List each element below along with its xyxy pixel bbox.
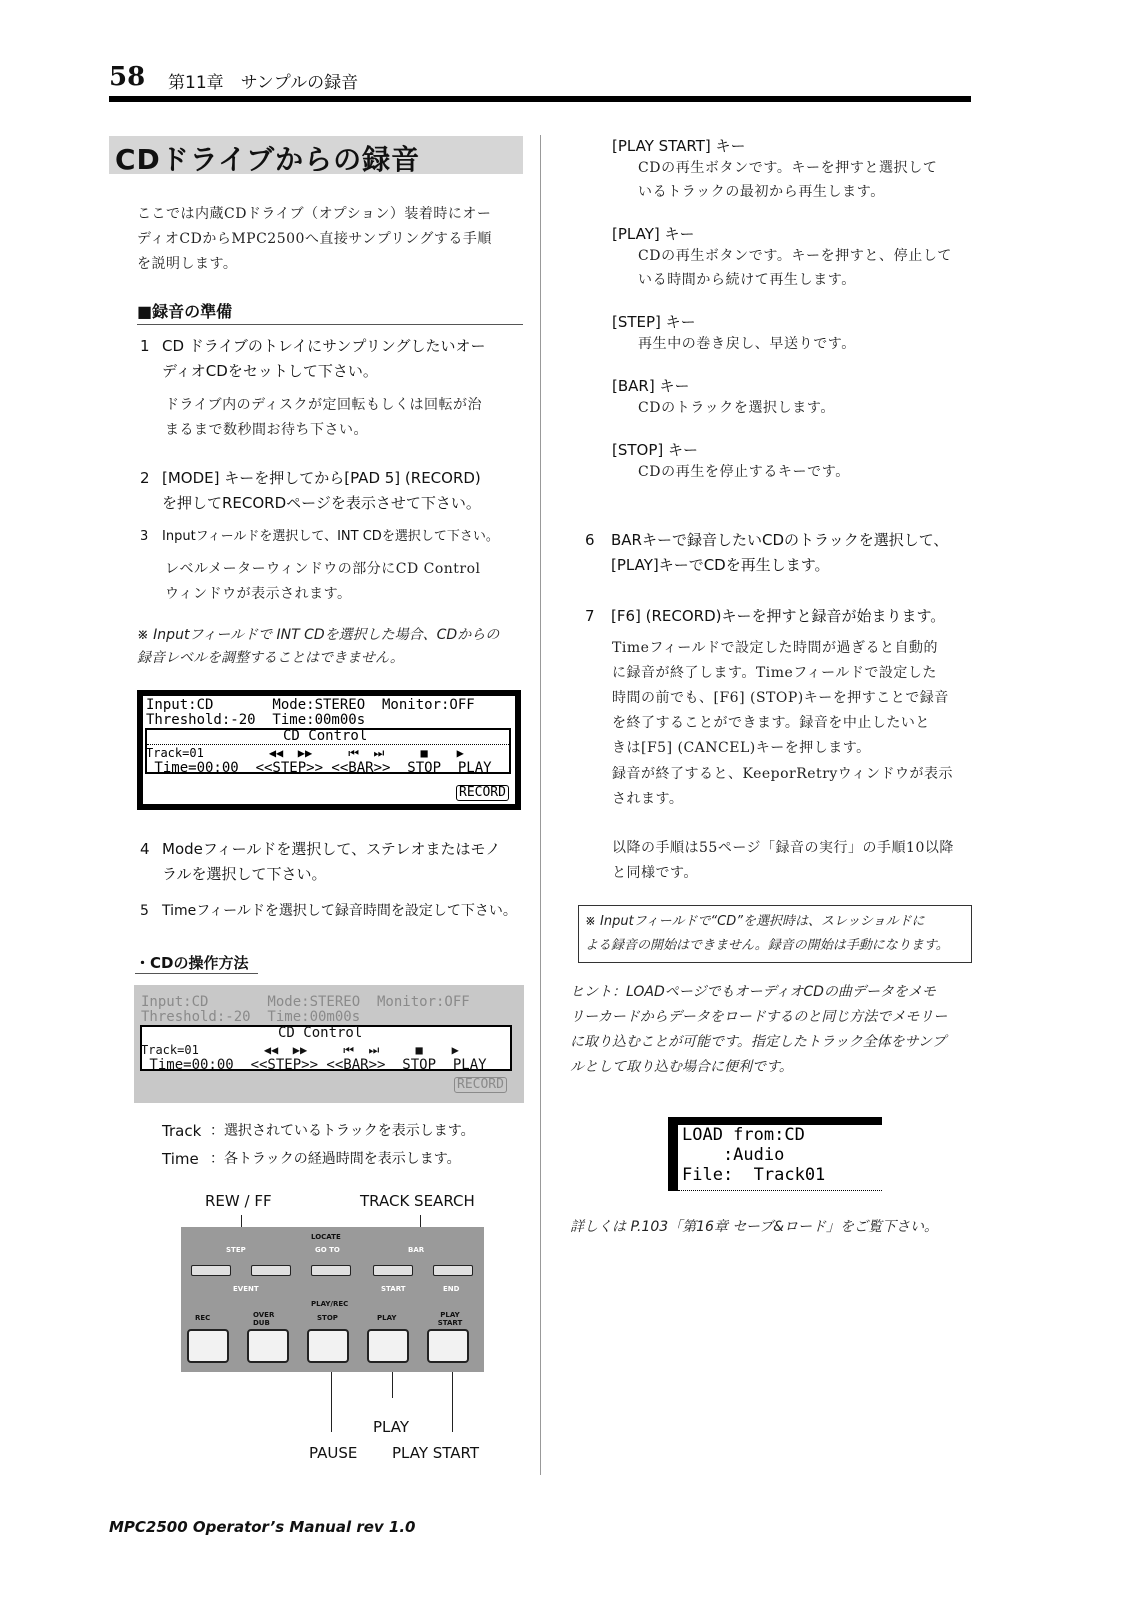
step-number: 5	[140, 903, 149, 919]
cd-control-title: CD Control	[283, 728, 368, 744]
key-item	[612, 135, 972, 199]
stop-button[interactable]	[307, 1329, 349, 1363]
locate-label: LOCATE	[311, 1233, 341, 1241]
track-desc: ：選択されているトラックを表示します。	[210, 1123, 475, 1139]
goto-button[interactable]	[311, 1265, 351, 1276]
step-line: Timeフィールドを選択して録音時間を設定して下さい。	[162, 903, 517, 919]
rew-ff-label: REW / FF	[205, 1192, 272, 1210]
rec-label: REC	[195, 1314, 211, 1322]
lcd-line: :Audio	[682, 1145, 785, 1165]
step-line: [F6] (RECORD)キーを押すと録音が始まります。	[611, 607, 946, 625]
header-rule	[109, 96, 971, 102]
time-desc: ：各トラックの経過時間を表示します。	[210, 1151, 461, 1167]
event-label: EVENT	[233, 1285, 259, 1293]
lcd-line: Input:CD Mode:STEREO Monitor:OFF	[146, 697, 475, 713]
callout-line	[452, 1372, 453, 1432]
key-desc-line: CDの再生を停止するキーです。	[638, 464, 850, 480]
key-item	[612, 415, 972, 479]
track-label: Track	[162, 1122, 202, 1140]
play-label: PLAY	[377, 1314, 397, 1322]
desc-line: に録音が終了します。Timeフィールドで設定した	[612, 665, 937, 681]
callout-line	[392, 1372, 393, 1398]
note-line: まるまで数秒間お待ち下さい。	[165, 422, 368, 438]
step-back-button[interactable]	[191, 1265, 231, 1276]
step-number: 6	[585, 531, 595, 549]
step-line: Inputフィールドを選択して、INT CDを選択して下さい。	[162, 529, 499, 544]
note-line: レベルメーターウィンドウの部分にCD Control	[165, 561, 481, 577]
key-name: [STOP] キー	[612, 441, 699, 459]
desc-line: と同様です。	[612, 865, 698, 881]
hint-line: リーカードからデータをロードするのと同じ方法でメモリー	[570, 1009, 948, 1025]
end-label: END	[443, 1285, 460, 1293]
cd-ops-heading: ・CDの操作方法	[135, 952, 258, 974]
step-label: STEP	[226, 1246, 246, 1254]
time-label: Time	[162, 1150, 199, 1168]
step-1	[140, 334, 532, 384]
bar-forward-button[interactable]	[433, 1265, 473, 1276]
lcd-record-screen	[137, 690, 521, 810]
input-warning	[137, 624, 529, 670]
lcd-line: Track=01 ◀◀ ▶▶ ⏮ ⏭ ■ ▶	[141, 1043, 459, 1057]
key-list	[612, 135, 972, 479]
step-number: 1	[140, 337, 150, 355]
step-4	[140, 837, 532, 887]
cd-control-title: CD Control	[278, 1025, 363, 1041]
key-name: [PLAY] キー	[612, 225, 695, 243]
step-number: 4	[140, 840, 150, 858]
stop-label: STOP	[317, 1314, 338, 1322]
desc-line: 時間の前でも、[F6] (STOP)キーを押すことで録音	[612, 690, 949, 706]
lcd-line: Track=01 ◀◀ ▶▶ ⏮ ⏭ ■ ▶	[146, 746, 464, 760]
step-number: 2	[140, 469, 150, 487]
desc-line: されます。	[612, 791, 684, 807]
callout-line	[331, 1372, 332, 1432]
step-line: Modeフィールドを選択して、ステレオまたはモノ	[162, 840, 501, 858]
note-line: ※ Inputフィールドで“CD”を選択時は、スレッショルドに	[585, 914, 925, 929]
hint-line: ヒント：LOADページでもオーディオCDの曲データをメモ	[570, 984, 936, 1000]
track-search-label: TRACK SEARCH	[360, 1192, 475, 1210]
step-3-note	[165, 557, 530, 607]
start-label: START	[381, 1285, 406, 1293]
desc-line: 録音が終了すると、KeeporRetryウィンドウが表示	[612, 766, 953, 782]
note-line: ドライブ内のディスクが定回転もしくは回転が治	[165, 397, 483, 413]
hint-line: に取り込むことが可能です。指定したトラック全体をサンプ	[570, 1034, 946, 1050]
play-button[interactable]	[367, 1329, 409, 1363]
lcd-line: Threshold:-20 Time:00m00s	[141, 1009, 361, 1025]
goto-label: GO TO	[315, 1246, 340, 1254]
cd-ops-legend	[162, 1117, 542, 1173]
step-number: 7	[585, 607, 595, 625]
reference-note: 詳しくは P.103「第16章 セーブ&ロード」をご覧下さい。	[570, 1219, 939, 1235]
step-5	[140, 899, 532, 924]
step-7	[585, 604, 975, 629]
key-item	[612, 351, 972, 415]
desc-line: を終了することができます。録音を中止したいと	[612, 715, 930, 731]
bar-back-button[interactable]	[373, 1265, 413, 1276]
boxed-note	[578, 905, 972, 963]
key-desc-line: いる時間から続けて再生します。	[638, 272, 856, 288]
step-7-description-2	[612, 762, 974, 812]
lcd-load-screen	[668, 1117, 882, 1191]
key-name: [BAR] キー	[612, 377, 690, 395]
key-desc-line: いるトラックの最初から再生します。	[638, 184, 885, 200]
key-name: [STEP] キー	[612, 313, 696, 331]
intro-line: を説明します。	[137, 256, 238, 272]
play-start-callout-label: PLAY START	[392, 1444, 480, 1462]
play-callout-label: PLAY	[373, 1418, 410, 1436]
key-desc-line: CDの再生ボタンです。キーを押すと選択して	[638, 160, 938, 176]
record-softkey[interactable]: RECORD	[456, 785, 509, 801]
lcd-line: Time=00:00 <<STEP>> <<BAR>> STOP PLAY	[141, 1057, 487, 1073]
warning-line: 録音レベルを調整することはできません。	[137, 650, 404, 666]
key-desc-line: 再生中の巻き戻し、早送りです。	[638, 336, 856, 352]
lcd-line: Time=00:00 <<STEP>> <<BAR>> STOP PLAY	[146, 760, 492, 776]
step-line: を押してRECORDページを表示させて下さい。	[162, 494, 481, 512]
intro-paragraph	[137, 202, 527, 277]
prep-heading: ■録音の準備	[137, 299, 523, 325]
play-rec-label: PLAY/REC	[311, 1300, 349, 1308]
lcd-line: Input:CD Mode:STEREO Monitor:OFF	[141, 994, 470, 1010]
pause-callout-label: PAUSE	[309, 1444, 358, 1462]
overdub-label: OVER DUB	[253, 1311, 275, 1327]
step-7-description	[612, 636, 974, 761]
desc-line: Timeフィールドで設定した時間が過ぎると自動的	[612, 640, 938, 656]
bar-label: BAR	[408, 1246, 425, 1254]
rec-button[interactable]	[187, 1329, 229, 1363]
lcd-line: File: Track01	[682, 1165, 826, 1185]
key-desc-line: CDの再生ボタンです。キーを押すと、停止して	[638, 248, 953, 264]
play-start-label: PLAY START	[437, 1311, 463, 1327]
step-line: CD ドライブのトレイにサンプリングしたいオー	[162, 337, 486, 355]
desc-line: 以降の手順は55ページ「録音の実行」の手順10以降	[612, 840, 954, 856]
key-item	[612, 287, 972, 351]
intro-line: ディオCDからMPC2500へ直接サンプリングする手順	[137, 231, 492, 247]
column-divider	[540, 135, 541, 1475]
step-forward-button[interactable]	[251, 1265, 291, 1276]
step-line: BARキーで録音したいCDのトラックを選択して、	[611, 531, 949, 549]
key-name: [PLAY START] キー	[612, 137, 746, 155]
step-line: [PLAY]キーでCDを再生します。	[611, 556, 830, 574]
hint-line: ルとして取り込む場合に便利です。	[570, 1059, 793, 1075]
section-title: CDドライブからの録音	[109, 136, 523, 174]
key-desc-line: CDのトラックを選択します。	[638, 400, 835, 416]
lcd-divider	[147, 744, 509, 745]
note-line: ウィンドウが表示されます。	[165, 586, 352, 602]
step-line: ディオCDをセットして下さい。	[162, 362, 378, 380]
note-line: よる録音の開始はできません。録音の開始は手動になります。	[585, 938, 949, 953]
step-line: ラルを選択して下さい。	[162, 865, 327, 883]
step-3	[140, 524, 532, 549]
warning-line: ※ Inputフィールドで INT CDを選択した場合、CDからの	[137, 627, 500, 643]
step-2	[140, 466, 532, 516]
lcd-line: Threshold:-20 Time:00m00s	[146, 712, 366, 728]
step-1-note	[165, 393, 530, 443]
key-item	[612, 199, 972, 287]
lcd-cd-control-screen	[134, 985, 524, 1103]
desc-line: きは[F5] (CANCEL)キーを押します。	[612, 740, 871, 756]
chapter-title: 第11章 サンプルの録音	[168, 73, 359, 93]
intro-line: ここでは内蔵CDドライブ（オプション）装着時にオー	[137, 206, 492, 222]
step-number: 3	[140, 529, 149, 544]
lcd-line: LOAD from:CD	[682, 1125, 805, 1145]
footer: MPC2500 Operator’s Manual rev 1.0	[109, 1518, 416, 1536]
step-6	[585, 528, 975, 578]
record-softkey[interactable]: RECORD	[454, 1077, 507, 1093]
step-line: [MODE] キーを押してから[PAD 5] (RECORD)	[162, 469, 481, 487]
page-number: 58	[109, 62, 146, 92]
overdub-button[interactable]	[247, 1329, 289, 1363]
step-7-description-3	[612, 836, 974, 886]
play-start-button[interactable]	[427, 1329, 469, 1363]
hint	[570, 980, 975, 1080]
transport-panel	[181, 1227, 484, 1372]
